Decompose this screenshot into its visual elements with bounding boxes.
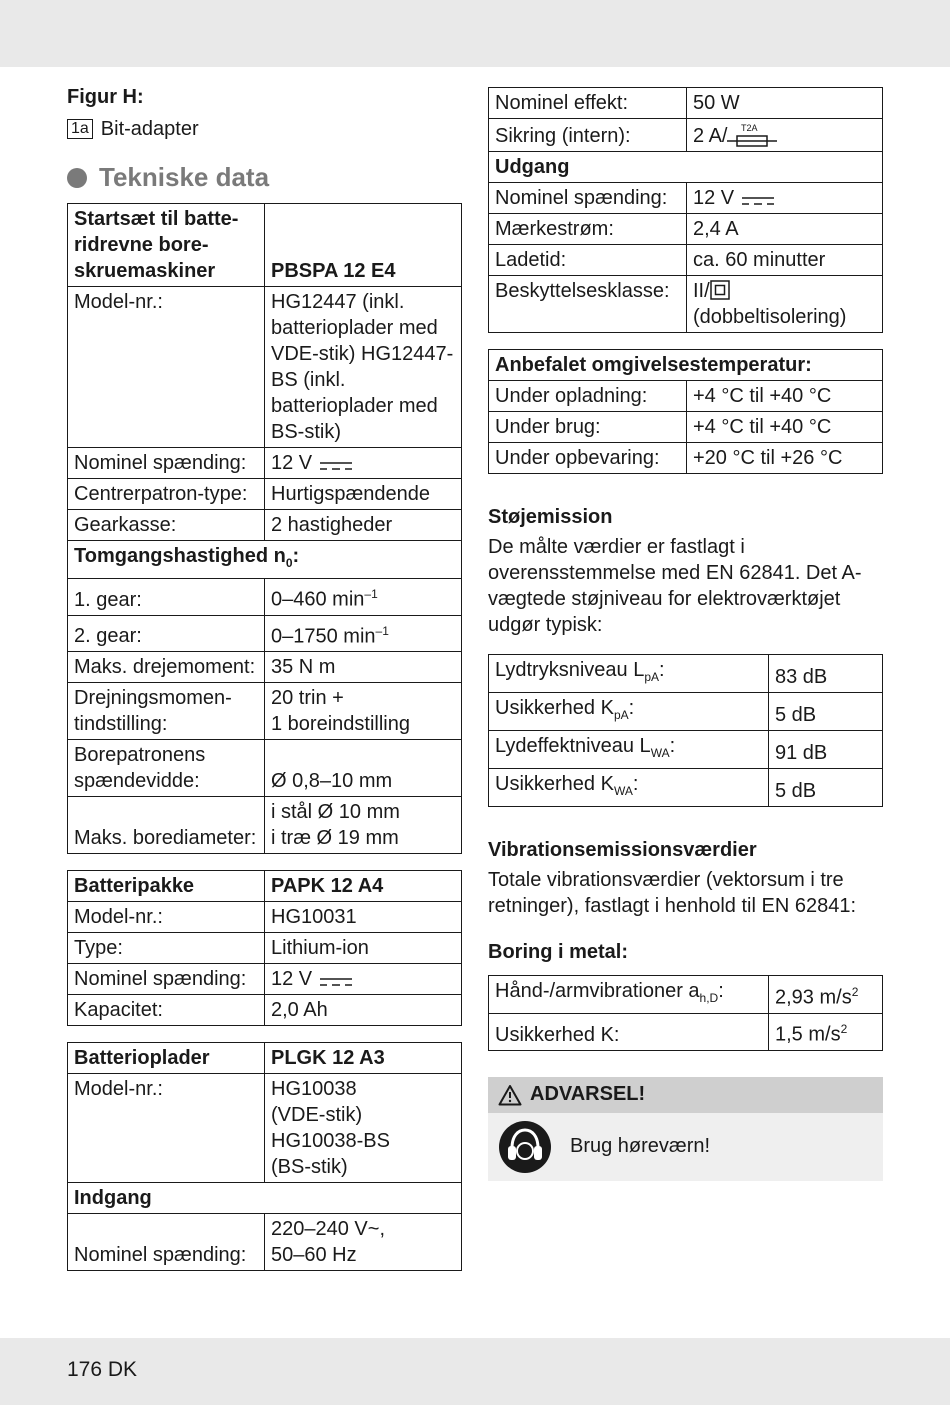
table-cell: Maks. borediameter: bbox=[68, 797, 265, 854]
noise-sub: pA bbox=[644, 670, 660, 684]
table-cell bbox=[769, 976, 883, 1014]
page-bottom-band bbox=[0, 1338, 950, 1405]
table-cell: Batterioplader bbox=[68, 1043, 265, 1074]
vibration-label: Hånd-/armvibrationer a bbox=[495, 980, 700, 1002]
table-cell: Ø 0,8–10 mm bbox=[265, 740, 462, 797]
table-cell: 2. gear: bbox=[68, 615, 265, 652]
charger-spec-table bbox=[67, 1042, 462, 1271]
noise-table bbox=[488, 654, 883, 807]
table-cell: Usikkerhed K: bbox=[489, 1014, 769, 1051]
noise-text: De målte værdier er fastlagt i overensstemmelse med EN 62841. Det A-vægtede støjniveau for elektroværktøjet udgør typisk: bbox=[488, 536, 862, 636]
noise-label: Usikkerhed K bbox=[495, 697, 614, 719]
table-row bbox=[68, 204, 462, 287]
table-cell: Startsæt til batte- ridrevne bore- skruemaskiner bbox=[68, 204, 265, 287]
table-cell: Kapacitet: bbox=[68, 995, 265, 1026]
warning-box bbox=[488, 1077, 883, 1181]
table-row bbox=[489, 350, 883, 381]
table-cell: Indgang bbox=[68, 1183, 462, 1214]
table-cell: HG10038 (VDE-stik) HG10038-BS (BS-stik) bbox=[265, 1074, 462, 1183]
table-row bbox=[489, 214, 883, 245]
fuse-value: 2 A/ bbox=[693, 125, 728, 147]
vibration-table bbox=[488, 975, 883, 1051]
warning-body bbox=[488, 1113, 883, 1181]
table-cell: Nominel spænding: bbox=[68, 964, 265, 995]
table-row bbox=[489, 276, 883, 333]
ear-protection-icon bbox=[498, 1120, 552, 1174]
voltage-value: 12 V bbox=[271, 968, 313, 991]
table-row bbox=[68, 740, 462, 797]
table-cell: 1. gear: bbox=[68, 579, 265, 616]
table-row bbox=[489, 693, 883, 731]
double-insulation-icon bbox=[710, 280, 730, 300]
table-cell: Maks. drejemoment: bbox=[68, 652, 265, 683]
table-cell: ca. 60 minutter bbox=[687, 245, 883, 276]
bullet-icon bbox=[67, 168, 87, 188]
table-row bbox=[68, 652, 462, 683]
table-cell: HG12447 (inkl. batterioplader med VDE-stik) HG12447-BS (inkl. batterioplader med BS-stik) bbox=[265, 287, 462, 448]
table-cell: Beskyttelsesklasse: bbox=[489, 276, 687, 333]
vibration-value: 1,5 m/s bbox=[775, 1023, 841, 1046]
noise-label: Usikkerhed K bbox=[495, 773, 614, 795]
figure-title: Figur H: bbox=[67, 86, 144, 108]
vibration-sup: 2 bbox=[840, 1022, 848, 1036]
noise-label: Lydeffektniveau L bbox=[495, 735, 651, 757]
table-cell: 2 hastigheder bbox=[265, 510, 462, 541]
figure-item-label: Bit-adapter bbox=[100, 118, 199, 140]
table-row bbox=[489, 731, 883, 769]
table-row bbox=[489, 381, 883, 412]
table-cell: Udgang bbox=[489, 152, 883, 183]
gear-speed-unit-exp: –1 bbox=[375, 623, 389, 638]
table-row bbox=[68, 1214, 462, 1271]
table-row bbox=[489, 443, 883, 474]
table-cell: Lydtryksniveau $L_{pA}$: bbox=[489, 655, 769, 693]
table-cell: Mærkestrøm: bbox=[489, 214, 687, 245]
table-cell: 2,0 Ah bbox=[265, 995, 462, 1026]
table-row bbox=[489, 1014, 883, 1051]
figure-item bbox=[67, 116, 462, 142]
table-cell bbox=[265, 964, 462, 995]
table-cell: Batteripakke bbox=[68, 871, 265, 902]
gear-speed: 0–1750 min bbox=[271, 625, 376, 648]
table-cell: Borepatronens spændevidde: bbox=[68, 740, 265, 797]
dc-symbol-icon bbox=[318, 976, 354, 988]
noise-sub: WA bbox=[650, 746, 670, 760]
table-row bbox=[68, 1183, 462, 1214]
left-column bbox=[67, 84, 462, 1271]
table-row bbox=[68, 479, 462, 510]
gear-speed-unit-exp: –1 bbox=[364, 587, 378, 601]
table-cell: 2,4 A bbox=[687, 214, 883, 245]
table-cell: Under opladning: bbox=[489, 381, 687, 412]
dc-symbol-icon bbox=[318, 460, 354, 472]
protection-class: II/ bbox=[693, 280, 710, 302]
table-cell: PLGK 12 A3 bbox=[265, 1043, 462, 1074]
dc-symbol-icon bbox=[740, 195, 776, 207]
table-cell: HG10031 bbox=[265, 902, 462, 933]
table-cell: 220–240 V~, 50–60 Hz bbox=[265, 1214, 462, 1271]
table-cell: Under opbevaring: bbox=[489, 443, 687, 474]
idle-speed-label: Tomgangshastighed n bbox=[74, 545, 286, 567]
table-row bbox=[68, 683, 462, 740]
table-row bbox=[68, 933, 462, 964]
fuse-symbol-label: T2A bbox=[741, 123, 758, 133]
table-cell: Centrerpatron-type: bbox=[68, 479, 265, 510]
temperature-table bbox=[488, 349, 883, 474]
table-row bbox=[68, 1043, 462, 1074]
table-cell: Nominel spænding: bbox=[68, 1214, 265, 1271]
warning-triangle-icon bbox=[498, 1084, 522, 1106]
table-row bbox=[68, 964, 462, 995]
table-cell: Usikkerhed $K_{pA}$: bbox=[489, 693, 769, 731]
table-row bbox=[68, 448, 462, 479]
warning-text: Brug høreværn! bbox=[570, 1135, 711, 1158]
table-cell: Lydeffektniveau $L_{WA}$: bbox=[489, 731, 769, 769]
table-cell: PAPK 12 A4 bbox=[265, 871, 462, 902]
table-cell: +4 °C til +40 °C bbox=[687, 412, 883, 443]
table-row bbox=[489, 655, 883, 693]
table-cell: Nominel effekt: bbox=[489, 88, 687, 119]
noise-sub: pA bbox=[613, 708, 629, 722]
table-cell: PBSPA 12 E4 bbox=[265, 204, 462, 287]
table-cell: Hånd-/armvibrationer $a_{h,D}$: bbox=[489, 976, 769, 1014]
table-cell bbox=[769, 1014, 883, 1051]
table-cell: 83 dB bbox=[769, 655, 883, 693]
table-cell: i stål Ø 10 mm i træ Ø 19 mm bbox=[265, 797, 462, 854]
table-row bbox=[68, 797, 462, 854]
right-column bbox=[488, 87, 883, 1181]
vibration-subtitle: Boring i metal: bbox=[488, 941, 629, 963]
table-cell bbox=[265, 615, 462, 652]
table-cell: Gearkasse: bbox=[68, 510, 265, 541]
vibration-sub: h,D bbox=[699, 991, 719, 1005]
section-heading bbox=[67, 162, 462, 193]
table-row bbox=[489, 183, 883, 214]
noise-sub: WA bbox=[613, 784, 633, 798]
table-cell: Model-nr.: bbox=[68, 1074, 265, 1183]
table-cell: Nominel spænding: bbox=[489, 183, 687, 214]
table-cell: Under brug: bbox=[489, 412, 687, 443]
table-cell bbox=[265, 448, 462, 479]
table-row bbox=[489, 88, 883, 119]
table-cell: Nominel spænding: bbox=[68, 448, 265, 479]
table-cell: 5 dB bbox=[769, 769, 883, 807]
vibration-value: 2,93 m/s bbox=[775, 987, 852, 1009]
voltage-value: 12 V bbox=[693, 187, 735, 209]
table-row bbox=[68, 287, 462, 448]
warning-header bbox=[488, 1077, 883, 1113]
table-cell: Type: bbox=[68, 933, 265, 964]
table-cell: Usikkerhed $K_{WA}$: bbox=[489, 769, 769, 807]
vibration-title: Vibrationsemissionsværdier bbox=[488, 839, 757, 861]
table-row bbox=[489, 245, 883, 276]
drill-spec-table bbox=[67, 203, 462, 854]
table-row bbox=[489, 152, 883, 183]
table-cell bbox=[265, 579, 462, 616]
table-cell: 5 dB bbox=[769, 693, 883, 731]
table-cell: Sikring (intern): bbox=[489, 119, 687, 152]
table-cell: +4 °C til +40 °C bbox=[687, 381, 883, 412]
table-cell: Tomgangshastighed $n_0$: bbox=[68, 541, 462, 579]
table-row bbox=[68, 995, 462, 1026]
table-cell: Model-nr.: bbox=[68, 902, 265, 933]
table-cell: Ladetid: bbox=[489, 245, 687, 276]
table-row bbox=[68, 541, 462, 579]
table-cell: 50 W bbox=[687, 88, 883, 119]
vibration-text: Totale vibrationsværdier (vektorsum i tre retninger), fastlagt i henhold til EN 62841: bbox=[488, 869, 856, 917]
table-row bbox=[68, 579, 462, 616]
page-top-band bbox=[0, 0, 950, 67]
table-row bbox=[68, 902, 462, 933]
table-cell: Anbefalet omgivelsestemperatur: bbox=[489, 350, 883, 381]
table-row bbox=[489, 769, 883, 807]
table-cell: Model-nr.: bbox=[68, 287, 265, 448]
table-cell bbox=[687, 119, 883, 152]
noise-title: Støjemission bbox=[488, 506, 613, 528]
table-row bbox=[68, 871, 462, 902]
warning-title: ADVARSEL! bbox=[530, 1083, 646, 1106]
battery-spec-table bbox=[67, 870, 462, 1026]
table-cell: Drejningsmomen- tindstilling: bbox=[68, 683, 265, 740]
protection-desc: (dobbeltisolering) bbox=[693, 306, 847, 328]
table-cell: 35 N m bbox=[265, 652, 462, 683]
gear-speed: 0–460 min bbox=[271, 588, 365, 611]
table-row bbox=[68, 615, 462, 652]
section-title: Tekniske data bbox=[99, 162, 270, 192]
table-cell: 20 trin + 1 boreindstilling bbox=[265, 683, 462, 740]
charger-output-table bbox=[488, 87, 883, 333]
idle-speed-sub: 0 bbox=[285, 556, 293, 570]
table-row bbox=[489, 119, 883, 152]
table-cell bbox=[687, 276, 883, 333]
table-cell: Lithium-ion bbox=[265, 933, 462, 964]
table-cell: 91 dB bbox=[769, 731, 883, 769]
table-cell bbox=[687, 183, 883, 214]
voltage-value: 12 V bbox=[271, 452, 313, 474]
table-cell: +20 °C til +26 °C bbox=[687, 443, 883, 474]
figure-item-key: 1a bbox=[67, 119, 93, 139]
fuse-icon bbox=[727, 121, 777, 149]
noise-label: Lydtryksniveau L bbox=[495, 659, 645, 681]
table-cell: Hurtigspændende bbox=[265, 479, 462, 510]
table-row bbox=[489, 412, 883, 443]
page-number: 176 DK bbox=[67, 1358, 138, 1381]
vibration-sup: 2 bbox=[851, 985, 859, 1000]
table-row bbox=[489, 976, 883, 1014]
table-row bbox=[68, 510, 462, 541]
table-row bbox=[68, 1074, 462, 1183]
